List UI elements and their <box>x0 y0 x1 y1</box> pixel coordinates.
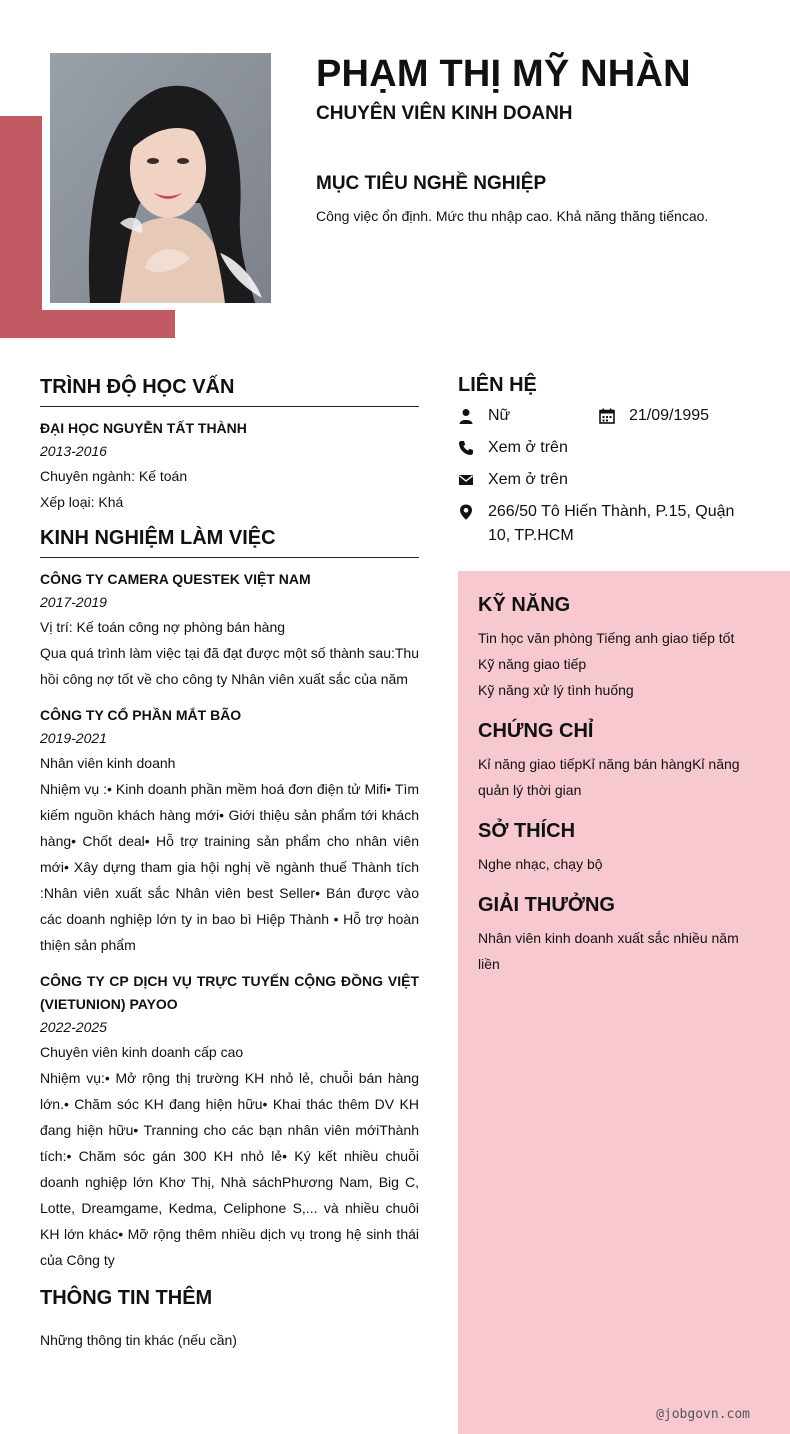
experience-period: 2019-2021 <box>40 730 107 746</box>
job-title: CHUYÊN VIÊN KINH DOANH <box>316 103 573 124</box>
experience-entry <box>40 970 419 1273</box>
skills-section <box>478 591 750 703</box>
education-period: 2013-2016 <box>40 443 107 459</box>
experience-entry <box>40 704 419 958</box>
experience-position: Nhân viên kinh doanh <box>40 755 176 771</box>
experience-position: Vị trí: Kế toán công nợ phòng bán hàng <box>40 619 286 635</box>
contact-title: LIÊN HỆ <box>458 374 537 396</box>
contact-dob <box>599 404 709 428</box>
contact-email <box>458 468 568 492</box>
experience-company: CÔNG TY CỔ PHẦN MẮT BÃO <box>40 707 242 723</box>
education-school: ĐẠI HỌC NGUYỄN TẤT THÀNH <box>40 420 247 436</box>
contact-address <box>458 500 748 548</box>
contact-address-value: 266/50 Tô Hiến Thành, P.15, Quận 10, TP.HCM <box>488 503 735 544</box>
contact-email-value: Xem ở trên <box>488 471 568 488</box>
email-icon <box>458 472 474 488</box>
extra-info-text: Những thông tin khác (nếu cần) <box>40 1332 237 1348</box>
hobbies-section <box>478 817 750 877</box>
awards-title: GIẢI THƯỞNG <box>478 894 615 916</box>
experience-title: KINH NGHIỆM LÀM VIỆC <box>40 525 419 558</box>
contact-phone-value: Xem ở trên <box>488 439 568 456</box>
accent-bar-vertical <box>0 116 42 338</box>
skills-title: KỸ NĂNG <box>478 594 571 616</box>
profile-photo <box>50 53 271 303</box>
experience-description: Qua quá trình làm việc tại đã đạt được một số thành sau:Thu hồi công nợ tốt về cho công ty Nhân viên xuất sắc của năm <box>40 645 419 687</box>
experience-position: Chuyên viên kinh doanh cấp cao <box>40 1044 244 1060</box>
hobbies-text: Nghe nhạc, chạy bộ <box>478 856 603 872</box>
certificates-section <box>478 717 750 803</box>
skill-item: Kỹ năng giao tiếp <box>478 656 587 672</box>
experience-company: CÔNG TY CP DỊCH VỤ TRỰC TUYẾN CỘNG ĐỒNG VIỆT (VIETUNION) PAYOO <box>40 973 419 1012</box>
experience-entry <box>40 568 419 692</box>
person-icon <box>458 408 474 424</box>
awards-section <box>478 891 750 977</box>
contact-gender <box>458 404 510 428</box>
awards-text: Nhân viên kinh doanh xuất sắc nhiều năm liền <box>478 930 739 972</box>
certificates-title: CHỨNG CHỈ <box>478 720 594 742</box>
experience-period: 2017-2019 <box>40 594 107 610</box>
phone-icon <box>458 440 474 456</box>
objective-text: Công việc ổn định. Mức thu nhập cao. Khả năng thăng tiếncao. <box>316 208 709 224</box>
calendar-icon <box>599 408 615 424</box>
certificates-text: Kỉ năng giao tiếpKỉ năng bán hàngKỉ năng quản lý thời gian <box>478 756 740 798</box>
watermark: @jobgovn.com <box>656 1407 750 1422</box>
contact-dob-value: 21/09/1995 <box>629 407 710 424</box>
extra-info-title: THÔNG TIN THÊM <box>40 1287 213 1309</box>
contact-gender-value: Nữ <box>488 407 511 424</box>
left-column <box>40 374 419 1353</box>
accent-bar-horizontal <box>0 310 175 338</box>
hobbies-title: SỞ THÍCH <box>478 820 576 842</box>
education-title: TRÌNH ĐỘ HỌC VẤN <box>40 374 419 407</box>
experience-company: CÔNG TY CAMERA QUESTEK VIỆT NAM <box>40 571 311 587</box>
education-rank: Xếp loại: Khá <box>40 494 124 510</box>
contact-phone <box>458 436 568 460</box>
location-pin-icon <box>458 504 474 520</box>
objective-title: MỤC TIÊU NGHỀ NGHIỆP <box>316 173 547 194</box>
education-major: Chuyên ngành: Kế toán <box>40 468 188 484</box>
skill-item: Tin học văn phòng Tiếng anh giao tiếp tốt <box>478 630 735 646</box>
experience-period: 2022-2025 <box>40 1019 107 1035</box>
right-panel <box>458 571 790 1434</box>
skill-item: Kỹ năng xử lý tình huống <box>478 682 634 698</box>
experience-description: Nhiệm vụ:• Mở rộng thị trường KH nhỏ lẻ, chuỗi bán hàng lớn.• Chăm sóc KH đang hiện hữu• Khai thác thêm DV KH đang hiện hữu• Tranning cho các bạn nhân viên mớiThành tích:• Chăm sóc gán 300 KH nhỏ lẻ• Ký kết nhiều chuỗi doanh nghiệp lớn Khơ Thị, Nhà sáchPhương Nam, Big C, Lotte, Dreamgame, Kedma, Celiphone S,... và nhiều chuôi KH lớn khác• Mỡ rộng thêm nhiều dịch vụ trong hệ sinh thái của Công ty <box>40 1070 419 1268</box>
candidate-name: PHẠM THỊ MỸ NHÀN <box>316 53 691 95</box>
experience-description: Nhiệm vụ :• Kinh doanh phần mềm hoá đơn điện tử Mifi• Tìm kiếm nguồn khách hàng mới• Giới thiệu sản phẩm tới khách hàng• Chốt deal• Hỗ trợ training sản phẩm cho nhân viên mới• Xây dựng tham gia hội nghị về ngành thuế Thành tích :Nhân viên xuất sắc Nhân viên best Seller• Bán được vào các doanh nghiệp lớn ty in bao bì Hiệp Thành • Hỗ trợ hoàn thiện sản phẩm <box>40 781 419 953</box>
